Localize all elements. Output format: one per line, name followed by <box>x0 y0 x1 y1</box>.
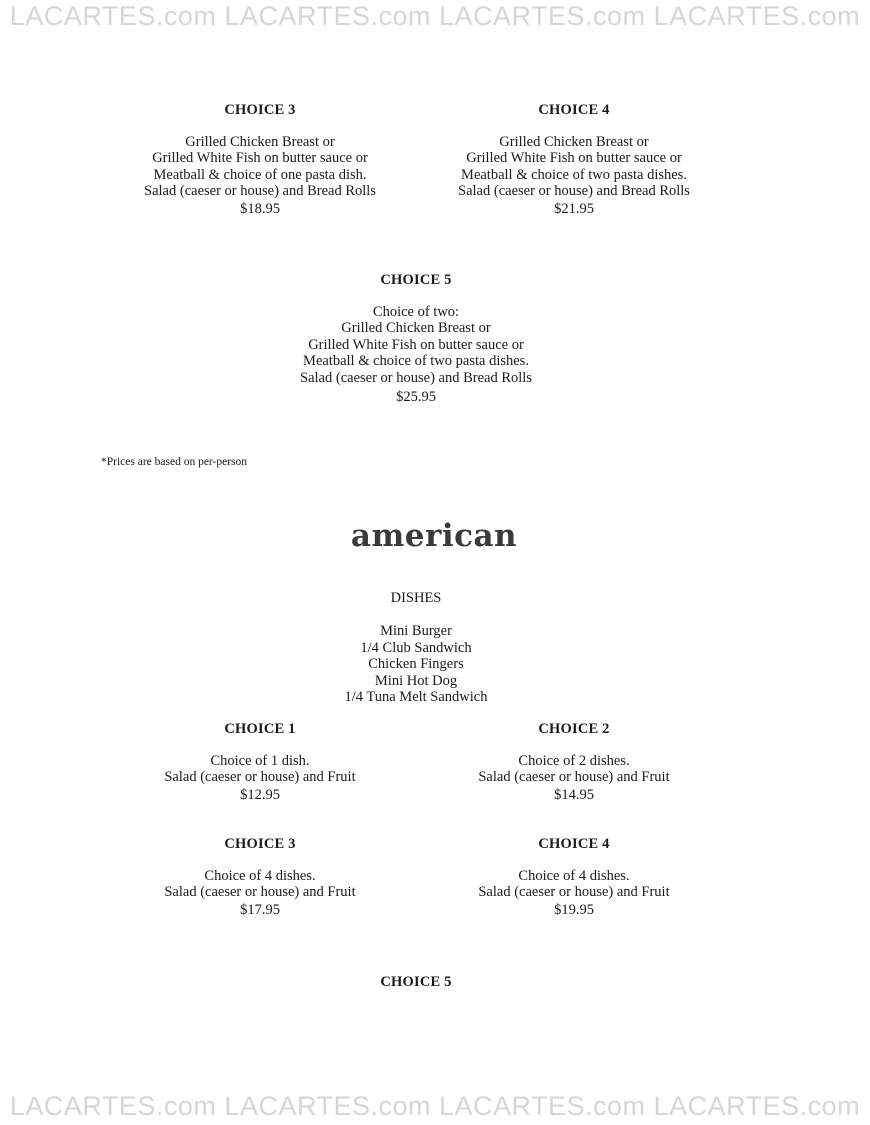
watermark-top: LACARTES.com LACARTES.com LACARTES.com LACARTES.com <box>9 1 861 31</box>
choice-heading: CHOICE 3 <box>224 836 296 852</box>
pricing-note: *Prices are based on per-person <box>101 456 248 468</box>
dishes-label: DISHES <box>390 590 442 606</box>
price: $18.95 <box>240 200 280 217</box>
choice-heading: CHOICE 4 <box>538 836 610 852</box>
list-item: 1/4 Tuna Melt Sandwich <box>344 689 488 705</box>
menu-line: Meatball & choice of two pasta dishes. <box>303 353 529 369</box>
american-choice-1 <box>110 721 410 803</box>
section-title-american: american <box>350 518 518 554</box>
price: $21.95 <box>554 200 594 217</box>
price: $12.95 <box>240 786 280 803</box>
dishes-list <box>266 623 566 706</box>
menu-line: Salad (caeser or house) and Fruit <box>164 884 356 900</box>
price: $17.95 <box>240 901 280 918</box>
menu-line: Grilled White Fish on butter sauce or <box>152 150 368 166</box>
menu-line: Salad (caeser or house) and Bread Rolls <box>458 183 690 199</box>
menu-line: Meatball & choice of two pasta dishes. <box>461 166 687 183</box>
choice-heading: CHOICE 5 <box>380 272 452 288</box>
choice-heading: CHOICE 5 <box>380 974 452 990</box>
american-choice-5 <box>266 974 566 1006</box>
watermark-bottom: LACARTES.com LACARTES.com LACARTES.com LACARTES.com <box>9 1091 861 1121</box>
american-choice-4 <box>424 836 724 918</box>
price: $19.95 <box>554 901 594 918</box>
menu-line: Salad (caeser or house) and Fruit <box>478 769 670 785</box>
italian-choice-5 <box>266 272 566 406</box>
menu-line: Grilled White Fish on butter sauce or <box>308 336 524 353</box>
choice-heading: CHOICE 4 <box>538 102 610 118</box>
choice-heading: CHOICE 3 <box>224 102 296 118</box>
choice-heading: CHOICE 2 <box>538 721 610 737</box>
menu-line: Salad (caeser or house) and Fruit <box>478 884 670 900</box>
menu-line: Choice of 4 dishes. <box>518 867 630 884</box>
choice-heading: CHOICE 1 <box>224 721 296 737</box>
italian-choice-3 <box>110 102 410 217</box>
menu-line: Salad (caeser or house) and Bread Rolls <box>300 369 532 386</box>
american-choice-2 <box>424 721 724 803</box>
menu-line: Salad (caeser or house) and Fruit <box>164 769 356 785</box>
list-item: Chicken Fingers <box>368 656 464 672</box>
menu-line: Choice of two: <box>372 303 460 320</box>
menu-line: Grilled Chicken Breast or <box>499 133 649 150</box>
menu-line: Grilled Chicken Breast or <box>341 320 491 336</box>
list-item: Mini Hot Dog <box>374 672 458 689</box>
italian-choice-4 <box>424 102 724 217</box>
menu-line: Meatball & choice of one pasta dish. <box>153 166 367 183</box>
menu-line: Salad (caeser or house) and Bread Rolls <box>144 183 376 199</box>
menu-line: Choice of 1 dish. <box>210 752 310 769</box>
menu-line: Choice of 4 dishes. <box>204 867 316 884</box>
menu-line: Grilled Chicken Breast or <box>185 133 335 150</box>
menu-line: Choice of 2 dishes. <box>518 752 630 769</box>
price: $14.95 <box>554 786 594 803</box>
price: $25.95 <box>396 389 436 405</box>
list-item: 1/4 Club Sandwich <box>360 639 472 656</box>
list-item: Mini Burger <box>380 623 452 639</box>
american-choice-3 <box>110 836 410 918</box>
menu-line: Grilled White Fish on butter sauce or <box>466 150 682 166</box>
